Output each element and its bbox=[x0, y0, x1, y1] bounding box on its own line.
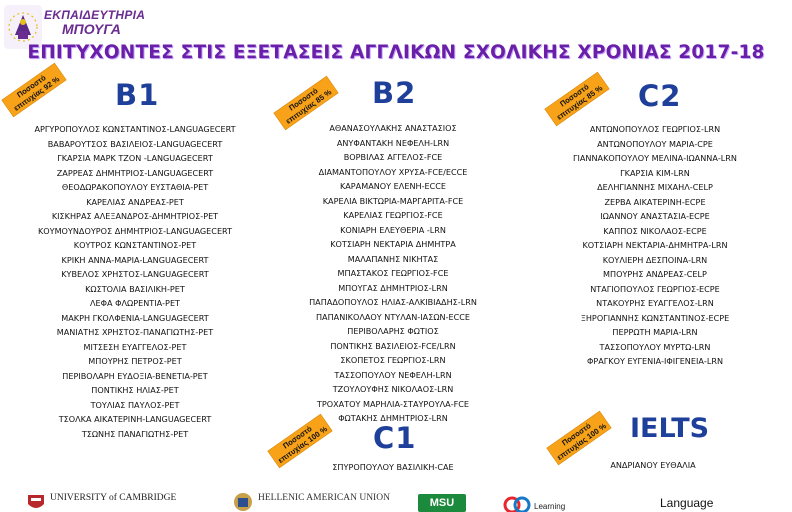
b2-candidate-name: ΔΙΑΜΑΝΤΟΠΟΥΛΟΥ ΧΡΥΣΑ-FCE/ECCE bbox=[318, 166, 468, 177]
b1-candidate-name: ΜΑΝΙΑΤΗΣ ΧΡΗΣΤΟΣ-ΠΑΝΑΓΙΩΤΗΣ-PET bbox=[56, 327, 214, 337]
b1-candidate-name: ΚΙΣΚΗΡΑΣ ΑΛΕΞΑΝΔΡΟΣ-ΔΗΜΗΤΡΙΟΣ-PET bbox=[51, 211, 219, 221]
b1-candidate-name: ΜΙΤΣΕΣΗ ΕΥΑΓΓΕΛΟΣ-PET bbox=[83, 341, 187, 352]
b2-level-heading: B2 bbox=[372, 76, 417, 110]
ielts-success-rate-badge: Ποσοστό επιτυχίας 100 % bbox=[547, 411, 611, 464]
cambridge-crest-icon bbox=[26, 494, 46, 512]
c2-name-list bbox=[520, 122, 790, 369]
hellenic-american-union-logo-text: HELLENIC AMERICAN UNION bbox=[258, 493, 390, 503]
b1-candidate-name: ΤΣΟΛΚΑ ΑΙΚΑΤΕΡΙΝΗ-LANGUAGECERT bbox=[58, 414, 212, 424]
b2-candidate-name: ΚΑΡΕΛΙΑΣ ΓΕΩΡΓΙΟΣ-FCE bbox=[343, 210, 443, 220]
ielts-level-heading: IELTS bbox=[630, 413, 710, 444]
c1-candidate-name: ΣΠΥΡΟΠΟΥΛΟΥ ΒΑΣΙΛΙΚΗ-CAE bbox=[332, 462, 454, 472]
c2-level-heading: C2 bbox=[638, 79, 682, 113]
b2-candidate-name: ΠΟΝΤΙΚΗΣ ΒΑΣΙΛΕΙΟΣ-FCE/LRN bbox=[330, 340, 456, 351]
b2-candidate-name: ΠΑΠΑΝΙΚΟΛΑΟΥ ΝΤΥΛΑΝ-ΙΑΣΩΝ-ECCE bbox=[315, 311, 471, 322]
c2-candidate-name: ΚΑΠΠΟΣ ΝΙΚΟΛΑΟΣ-ECPE bbox=[603, 225, 707, 236]
b1-candidate-name: ΚΑΡΕΛΙΑΣ ΑΝΔΡΕΑΣ-PET bbox=[86, 196, 184, 207]
b2-candidate-name: ΑΘΑΝΑΣΟΥΛΑΚΗΣ ΑΝΑΣΤΑΣΙΟΣ bbox=[329, 123, 457, 133]
b2-candidate-name: ΤΡΟΧΑΤΟΥ ΜΑΡΗΛΙΑ-ΣΤΑΥΡΟΥΛΑ-FCE bbox=[316, 398, 470, 409]
c2-candidate-name: ΦΡΑΓΚΟΥ ΕΥΓΕΝΙΑ-ΙΦΙΓΕΝΕΙΑ-LRN bbox=[586, 356, 724, 366]
b1-candidate-name: ΠΕΡΙΒΟΛΑΡΗ ΕΥΔΟΞΙΑ-ΒΕΝΕΤΙΑ-PET bbox=[62, 370, 208, 381]
b2-success-rate-badge: Ποσοστό επιτυχίας 85 % bbox=[274, 76, 338, 129]
b2-candidate-name: ΜΠΑΣΤΑΚΟΣ ΓΕΩΡΓΙΟΣ-FCE bbox=[337, 268, 449, 278]
b1-candidate-name: ΤΟΥΛΙΑΣ ΠΑΥΛΟΣ-PET bbox=[90, 399, 180, 410]
learning-logo-text: Learning bbox=[534, 502, 566, 511]
c2-candidate-name: ΙΩΑΝΝΟΥ ΑΝΑΣΤΑΣΙΑ-ECPE bbox=[600, 211, 710, 221]
b1-candidate-name: ΖΑΡΡΕΑΣ ΔΗΜΗΤΡΙΟΣ-LANGUAGECERT bbox=[56, 167, 214, 178]
b2-candidate-name: ΣΚΟΠΕΤΟΣ ΓΕΩΡΓΙΟΣ-LRN bbox=[340, 355, 446, 365]
learning-resource-network-icon bbox=[503, 495, 531, 512]
c2-candidate-name: ΚΟΤΣΙΑΡΗ ΝΕΚΤΑΡΙΑ-ΔΗΜΗΤΡΑ-LRN bbox=[582, 240, 728, 250]
c1-level-heading: C1 bbox=[373, 421, 417, 455]
b2-candidate-name: ΚΟΤΣΙΑΡΗ ΝΕΚΤΑΡΙΑ ΔΗΜΗΤΡΑ bbox=[330, 239, 456, 249]
b1-candidate-name: ΘΕΟΔΩΡΑΚΟΠΟΥΛΟΥ ΕΥΣΤΑΘΙΑ-PET bbox=[61, 182, 209, 192]
b1-candidate-name: ΑΡΓΥΡΟΠΟΥΛΟΣ ΚΩΝΣΤΑΝΤΙΝΟΣ-LANGUAGECERT bbox=[34, 124, 236, 134]
b1-candidate-name: ΒΑΒΑΡΟΥΤΣΟΣ ΒΑΣΙΛΕΙΟΣ-LANGUAGECERT bbox=[47, 138, 223, 149]
c2-candidate-name: ΠΕΡΡΩΤΗ ΜΑΡΙΑ-LRN bbox=[612, 327, 698, 337]
b2-candidate-name: ΜΠΟΥΓΑΣ ΔΗΜΗΤΡΙΟΣ-LRN bbox=[338, 282, 448, 293]
b1-candidate-name: ΚΥΒΕΛΟΣ ΧΡΗΣΤΟΣ-LANGUAGECERT bbox=[61, 269, 209, 279]
logo-line-2: ΜΠΟΥΓΑ bbox=[62, 21, 121, 37]
b1-name-list bbox=[0, 122, 270, 441]
b1-candidate-name: ΜΠΟΥΡΗΣ ΠΕΤΡΟΣ-PET bbox=[88, 356, 182, 366]
school-name-logo bbox=[44, 8, 145, 36]
logo-line-1: ΕΚΠΑΙΔΕΥΤΗΡΙΑ bbox=[44, 8, 146, 22]
c2-candidate-name: ΓΚΑΡΣΙΑ ΚΙΜ-LRN bbox=[620, 167, 690, 178]
b2-candidate-name: ΜΑΛΑΠΑΝΗΣ ΝΙΚΗΤΑΣ bbox=[347, 253, 439, 264]
page-title: ΕΠΙΤΥΧΟΝΤΕΣ ΣΤΙΣ ΕΞΕΤΑΣΕΙΣ ΑΓΓΛΙΚΩΝ ΣΧΟΛΙΚΗΣ ΧΡΟΝΙΑΣ 2017-18 bbox=[27, 42, 765, 63]
b2-name-list bbox=[258, 121, 528, 426]
msu-logo: MSU bbox=[418, 494, 466, 512]
c2-candidate-name: ΝΤΑΓΙΟΠΟΥΛΟΣ ΓΕΩΡΓΙΟΣ-ECPE bbox=[590, 283, 720, 294]
b2-candidate-name: ΤΑΣΣΟΠΟΥΛΟΥ ΝΕΦΕΛΗ-LRN bbox=[334, 369, 452, 380]
b2-candidate-name: ΚΑΡΑΜΑΝΟΥ ΕΛΕΝΗ-ECCE bbox=[339, 181, 447, 191]
c2-candidate-name: ΤΑΣΣΟΠΟΥΛΟΥ ΜΥΡΤΩ-LRN bbox=[599, 341, 711, 352]
b2-candidate-name: ΑΝΥΦΑΝΤΑΚΗ ΝΕΦΕΛΗ-LRN bbox=[336, 137, 450, 148]
c2-candidate-name: ΓΙΑΝΝΑΚΟΠΟΥΛΟΥ ΜΕΛΙΝΑ-ΙΩΑΝΝΑ-LRN bbox=[573, 153, 737, 163]
c2-candidate-name: ΚΟΥΛΙΕΡΗ ΔΕΣΠΟΙΝΑ-LRN bbox=[602, 254, 708, 265]
c2-candidate-name: ΔΕΛΗΓΙΑΝΝΗΣ ΜΙΧΑΗΛ-CELP bbox=[597, 182, 713, 192]
b1-candidate-name: ΚΟΥΜΟΥΝΔΟΥΡΟΣ ΔΗΜΗΤΡΙΟΣ-LANGUAGECERT bbox=[37, 225, 233, 236]
b2-candidate-name: ΤΖΟΥΛΟΥΦΗΣ ΝΙΚΟΛΑΟΣ-LRN bbox=[332, 384, 454, 394]
b2-candidate-name: ΠΑΠΑΔΟΠΟΥΛΟΣ ΗΛΙΑΣ-ΑΛΚΙΒΙΑΔΗΣ-LRN bbox=[309, 297, 477, 307]
b1-candidate-name: ΛΕΦΑ ΦΛΩΡΕΝΤΙΑ-PET bbox=[90, 298, 180, 308]
b1-candidate-name: ΚΡΙΚΗ ΑΝΝΑ-ΜΑΡΙΑ-LANGUAGECERT bbox=[61, 254, 209, 265]
cambridge-logo-text: UNIVERSITY of CAMBRIDGE bbox=[50, 493, 177, 503]
b2-candidate-name: ΚΟΝΙΑΡΗ ΕΛΕΥΘΕΡΙΑ -LRN bbox=[340, 224, 446, 235]
c1-name-list bbox=[258, 460, 528, 475]
c2-candidate-name: ΝΤΑΚΟΥΡΗΣ ΕΥΑΓΓΕΛΟΣ-LRN bbox=[596, 298, 714, 308]
b1-candidate-name: ΓΚΑΡΣΙΑ ΜΑΡΚ ΤΖΟΝ -LANGUAGECERT bbox=[57, 153, 213, 163]
b1-candidate-name: ΜΑΚΡΗ ΓΚΟΛΦΕΝΙΑ-LANGUAGECERT bbox=[61, 312, 209, 323]
b1-candidate-name: ΚΩΣΤΟΛΙΑ ΒΑΣΙΛΙΚΗ-PET bbox=[85, 283, 185, 294]
c2-candidate-name: ΑΝΤΩΝΟΠΟΥΛΟΣ ΓΕΩΡΓΙΟΣ-LRN bbox=[589, 124, 721, 134]
hellenic-american-union-emblem-icon bbox=[232, 492, 254, 512]
b1-candidate-name: ΠΟΝΤΙΚΗΣ ΗΛΙΑΣ-PET bbox=[91, 385, 179, 395]
ielts-name-list bbox=[518, 458, 788, 473]
languagecert-logo-text: Language bbox=[660, 496, 714, 510]
c2-success-rate-badge: Ποσοστό επιτυχίας 85 % bbox=[545, 72, 609, 125]
b1-candidate-name: ΤΣΩΝΗΣ ΠΑΝΑΓΙΩΤΗΣ-PET bbox=[81, 428, 189, 439]
ielts-candidate-name: ΑΝΔΡΙΑΝΟΥ ΕΥΘΑΛΙΑ bbox=[610, 460, 696, 470]
b2-candidate-name: ΠΕΡΙΒΟΛΑΡΗΣ ΦΩΤΙΟΣ bbox=[347, 326, 439, 336]
b2-candidate-name: ΦΩΤΑΚΗΣ ΔΗΜΗΤΡΙΟΣ-LRN bbox=[338, 413, 448, 423]
b2-candidate-name: ΒΟΡΒΙΛΑΣ ΑΓΓΕΛΟΣ-FCE bbox=[343, 152, 443, 162]
c1-success-rate-badge: Ποσοστό επιτυχίας 100 % bbox=[268, 414, 332, 467]
c2-candidate-name: ΜΠΟΥΡΗΣ ΑΝΔΡΕΑΣ-CELP bbox=[603, 269, 707, 279]
b1-level-heading: B1 bbox=[115, 78, 160, 112]
c2-candidate-name: ΑΝΤΩΝΟΠΟΥΛΟΥ ΜΑΡΙΑ-CPE bbox=[597, 138, 713, 149]
b1-candidate-name: ΚΟΥΤΡΟΣ ΚΩΝΣΤΑΝΤΙΝΟΣ-PET bbox=[73, 240, 197, 250]
c2-candidate-name: ΞΗΡΟΓΙΑΝΝΗΣ ΚΩΝΣΤΑΝΤΙΝΟΣ-ECPE bbox=[580, 312, 730, 323]
b2-candidate-name: ΚΑΡΕΛΙΑ ΒΙΚΤΩΡΙΑ-ΜΑΡΓΑΡΙΤΑ-FCE bbox=[322, 195, 464, 206]
c2-candidate-name: ΖΕΡΒΑ ΑΙΚΑΤΕΡΙΝΗ-ECPE bbox=[604, 196, 706, 207]
b1-success-rate-badge: Ποσοστό επιτυχίας 92 % bbox=[2, 63, 66, 116]
